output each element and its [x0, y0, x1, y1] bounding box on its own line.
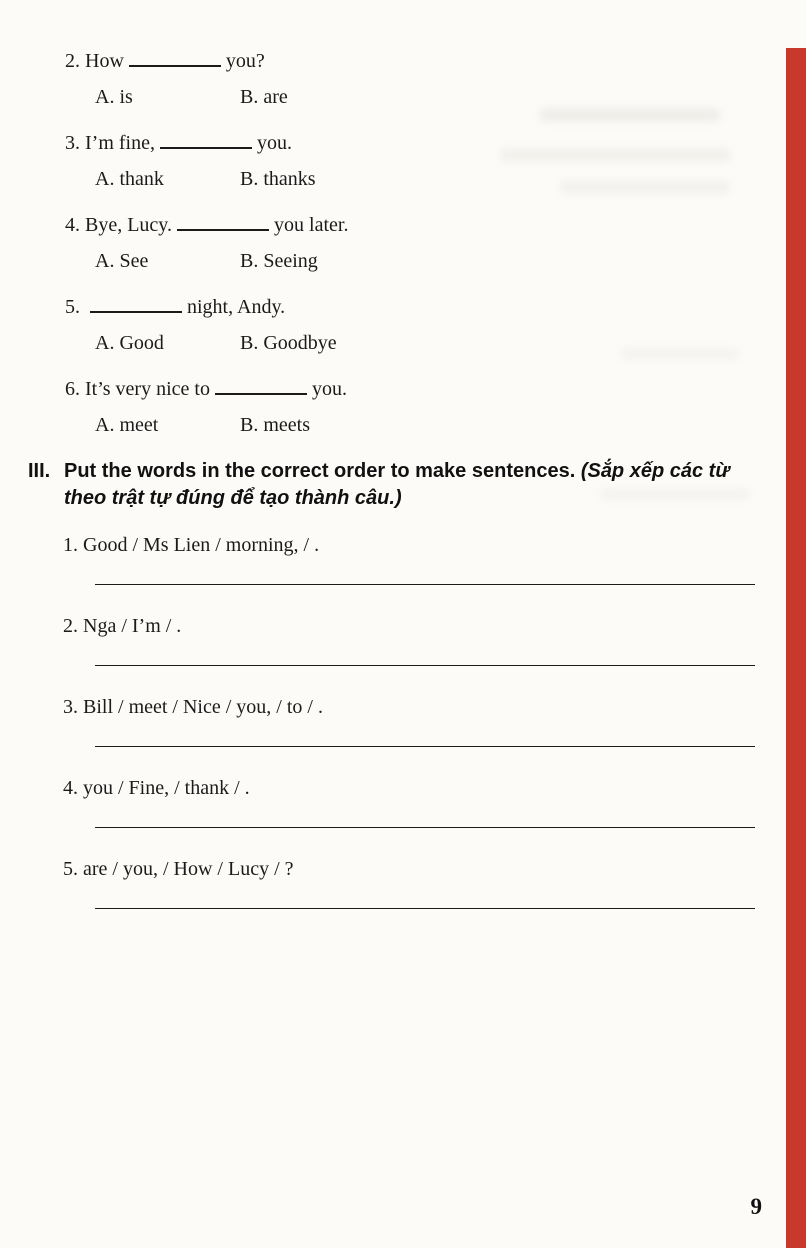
answer-line: [95, 908, 755, 909]
mcq-question-3: [65, 130, 806, 192]
answer-blank: [129, 49, 221, 67]
item-words: you / Fine, / thank / .: [83, 777, 250, 799]
option-b: B. are: [240, 86, 288, 108]
item-number: 2.: [63, 615, 78, 637]
answer-blank: [177, 213, 269, 231]
item-number: 1.: [63, 534, 78, 556]
word-order-section: [63, 532, 806, 909]
item-words: Nga / I’m / .: [83, 615, 182, 637]
workbook-page: [0, 48, 806, 1248]
section-title: [64, 458, 756, 512]
order-item-4: [63, 775, 806, 828]
order-prompt: [63, 856, 806, 882]
option-b: B. thanks: [240, 168, 316, 190]
order-item-2: [63, 613, 806, 666]
multiple-choice-section: [65, 48, 806, 438]
question-number: 3.: [65, 132, 80, 154]
question-number: 4.: [65, 214, 80, 236]
question-before-blank: I’m fine,: [85, 132, 155, 154]
question-text: [65, 294, 806, 320]
item-number: 3.: [63, 696, 78, 718]
question-text: [65, 212, 806, 238]
question-before-blank: How: [85, 50, 124, 72]
item-words: are / you, / How / Lucy / ?: [83, 858, 294, 880]
item-number: 5.: [63, 858, 78, 880]
mcq-question-5: [65, 294, 806, 356]
order-item-1: [63, 532, 806, 585]
order-prompt: [63, 532, 806, 558]
section-title-english: Put the words in the correct order to make sentences.: [64, 460, 576, 482]
mcq-question-6: [65, 376, 806, 438]
answer-blank: [90, 295, 182, 313]
question-text: [65, 130, 806, 156]
order-item-3: [63, 694, 806, 747]
options-row: [95, 248, 806, 274]
option-b: B. Seeing: [240, 250, 318, 272]
section-title-vietnamese: (Sắp xếp các từ theo trật tự đúng để tạo thành câu.): [64, 460, 730, 509]
options-row: [95, 166, 806, 192]
options-row: [95, 412, 806, 438]
order-prompt: [63, 775, 806, 801]
answer-line: [95, 665, 755, 666]
answer-line: [95, 827, 755, 828]
question-number: 6.: [65, 378, 80, 400]
order-item-5: [63, 856, 806, 909]
options-row: [95, 330, 806, 356]
item-number: 4.: [63, 777, 78, 799]
order-prompt: [63, 613, 806, 639]
answer-blank: [160, 131, 252, 149]
book-edge-stripe: [786, 48, 806, 1248]
option-b: B. meets: [240, 414, 310, 436]
section-iii-heading: [28, 458, 806, 512]
options-row: [95, 84, 806, 110]
question-text: [65, 376, 806, 402]
option-a: A. is: [95, 86, 133, 108]
answer-blank: [215, 377, 307, 395]
question-after-blank: you.: [256, 132, 292, 154]
mcq-question-4: [65, 212, 806, 274]
item-words: Good / Ms Lien / morning, / .: [83, 534, 320, 556]
question-before-blank: It’s very nice to: [85, 378, 210, 400]
question-after-blank: you?: [225, 50, 265, 72]
question-after-blank: you later.: [274, 214, 349, 236]
question-text: [65, 48, 806, 74]
option-a: A. meet: [95, 414, 159, 436]
page-number: 9: [750, 1194, 762, 1219]
option-b: B. Goodbye: [240, 332, 337, 354]
question-after-blank: you.: [311, 378, 347, 400]
option-a: A. See: [95, 250, 149, 272]
mcq-question-2: [65, 48, 806, 110]
item-words: Bill / meet / Nice / you, / to / .: [83, 696, 323, 718]
answer-line: [95, 584, 755, 585]
question-number: 5.: [65, 296, 80, 318]
section-number: III.: [28, 460, 51, 482]
question-number: 2.: [65, 50, 80, 72]
order-prompt: [63, 694, 806, 720]
answer-line: [95, 746, 755, 747]
option-a: A. thank: [95, 168, 164, 190]
option-a: A. Good: [95, 332, 164, 354]
question-after-blank: night, Andy.: [187, 296, 286, 318]
question-before-blank: Bye, Lucy.: [85, 214, 173, 236]
